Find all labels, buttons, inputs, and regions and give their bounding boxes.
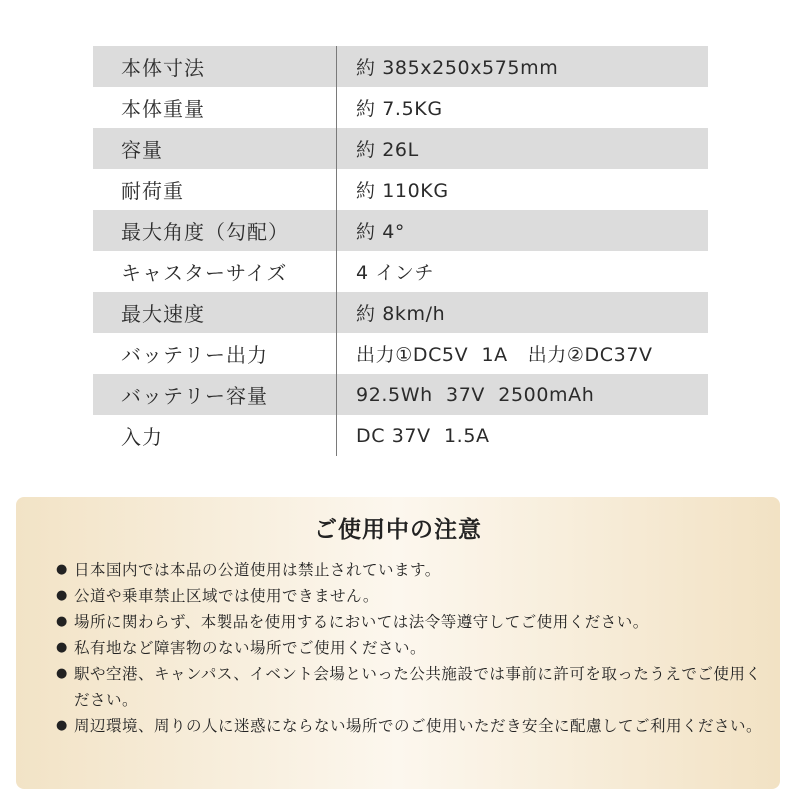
list-item xyxy=(56,557,766,583)
notice-text: 場所に関わらず、本製品を使用するにおいては法令等遵守してご使用ください。 xyxy=(74,613,649,631)
bullet-icon: ● xyxy=(56,588,68,603)
spec-label: 容量 xyxy=(121,138,163,162)
spec-row xyxy=(93,251,708,292)
spec-row xyxy=(93,292,708,333)
spec-row xyxy=(93,169,708,210)
spec-value: 約 7.5KG xyxy=(356,98,443,120)
spec-label: 本体寸法 xyxy=(121,56,205,80)
spec-label: 耐荷重 xyxy=(121,179,184,203)
bullet-icon: ● xyxy=(56,666,68,681)
spec-row xyxy=(93,333,708,374)
spec-value: 約 4° xyxy=(356,221,406,243)
spec-row xyxy=(93,128,708,169)
spec-row xyxy=(93,415,708,456)
spec-value: 92.5Wh 37V 2500mAh xyxy=(356,383,595,406)
bullet-icon: ● xyxy=(56,718,68,733)
spec-value: DC 37V 1.5A xyxy=(356,424,490,447)
spec-table xyxy=(93,46,708,456)
bullet-icon: ● xyxy=(56,640,68,655)
spec-value: 約 110KG xyxy=(356,180,449,202)
spec-value: 出力①DC5V 1A 出力②DC37V xyxy=(356,344,653,366)
spec-value: 約 26L xyxy=(356,139,419,161)
list-item xyxy=(56,583,766,609)
spec-label: 最大速度 xyxy=(121,302,205,326)
notice-text: 日本国内では本品の公道使用は禁止されています。 xyxy=(74,561,441,579)
spec-label: 本体重量 xyxy=(121,97,205,121)
notice-text: 周辺環境、周りの人に迷惑にならない場所でのご使用いただき安全に配慮してご利用ください。 xyxy=(74,717,763,735)
spec-label: バッテリー容量 xyxy=(121,384,268,408)
bullet-icon: ● xyxy=(56,614,68,629)
bullet-icon: ● xyxy=(56,562,68,577)
notice-list xyxy=(56,557,766,739)
spec-label: 入力 xyxy=(121,425,163,449)
list-item xyxy=(56,661,766,713)
spec-value: 約 385x250x575mm xyxy=(356,57,559,79)
spec-label: バッテリー出力 xyxy=(121,343,268,367)
notice-title: ご使用中の注意 xyxy=(314,517,482,543)
list-item xyxy=(56,635,766,661)
spec-value: 約 8km/h xyxy=(356,303,446,325)
spec-value: 4 インチ xyxy=(356,262,435,284)
spec-label: キャスターサイズ xyxy=(121,261,288,285)
list-item xyxy=(56,609,766,635)
spec-row xyxy=(93,87,708,128)
notice-text: 公道や乗車禁止区域では使用できません。 xyxy=(74,587,379,605)
spec-row xyxy=(93,374,708,415)
spec-label: 最大角度（勾配） xyxy=(121,220,289,244)
notice-text: 駅や空港、キャンパス、イベント会場といった公共施設では事前に許可を取ったうえでご使用ください。 xyxy=(74,665,762,709)
notice-text: 私有地など障害物のない場所でご使用ください。 xyxy=(74,639,427,657)
usage-notice-panel xyxy=(16,497,780,789)
list-item xyxy=(56,713,766,739)
spec-row xyxy=(93,46,708,87)
spec-row xyxy=(93,210,708,251)
